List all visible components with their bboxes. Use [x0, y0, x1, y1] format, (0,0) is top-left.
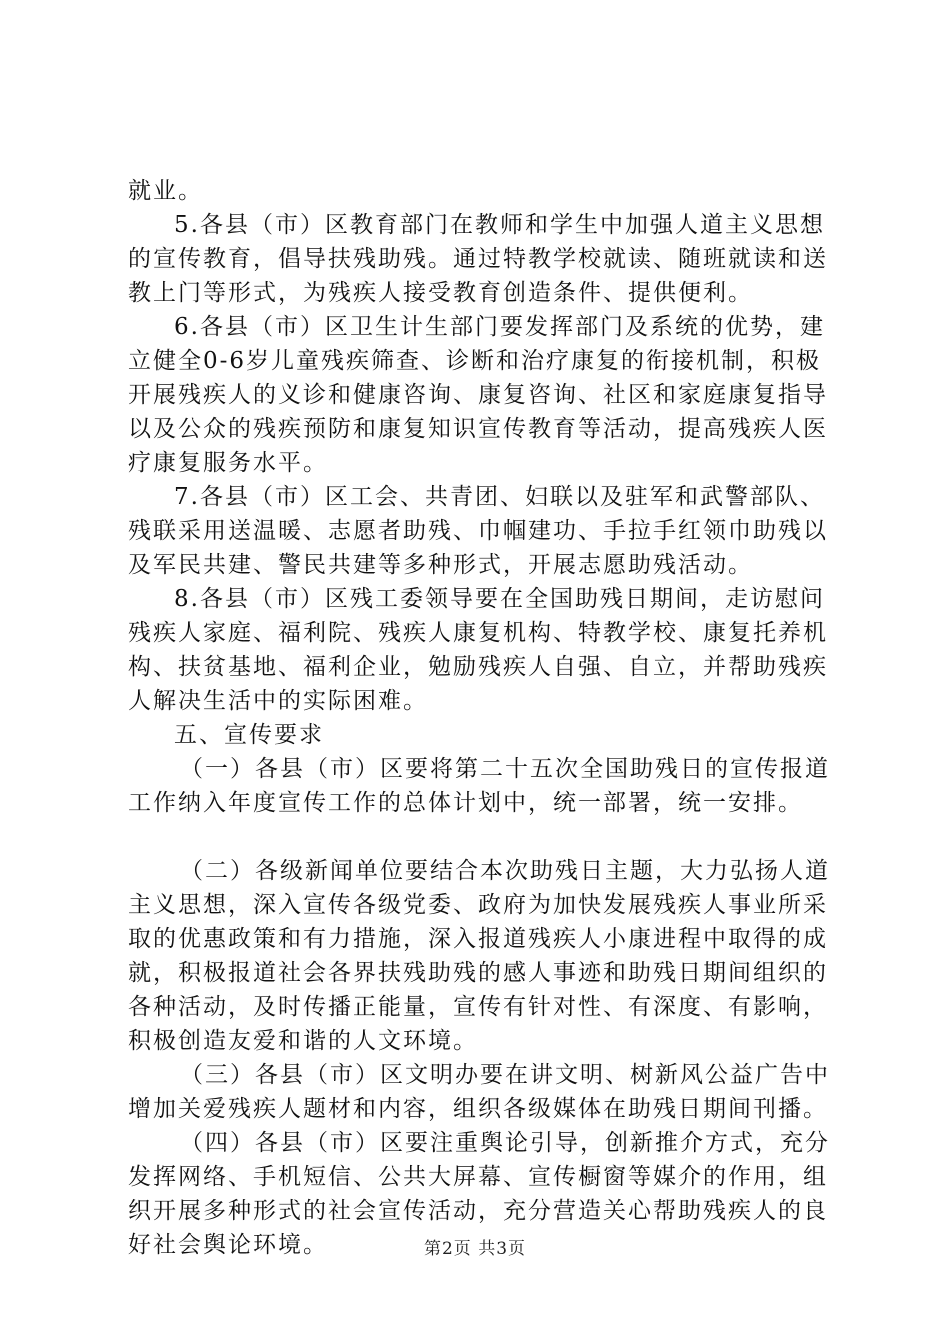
paragraph-employment-tail: 就业。: [128, 178, 203, 204]
paragraph-publicity-3: （三）各县（市）区文明办要在讲文明、树新风公益广告中增加关爱残疾人题材和内容，组织各级媒体在助残日期间刊播。: [128, 1062, 830, 1122]
paragraph-item-8-visit: 8.各县（市）区残工委领导要在全国助残日期间，走访慰问残疾人家庭、福利院、残疾人康复机构、特教学校、康复托养机构、扶贫基地、福利企业，勉励残疾人自强、自立，并帮助残疾人解决生活中的实际困难。: [128, 586, 828, 714]
paragraph-item-7-volunteer: 7.各县（市）区工会、共青团、妇联以及驻军和武警部队、残联采用送温暖、志愿者助残、巾帼建功、手拉手红领巾助残以及军民共建、警民共建等多种形式，开展志愿助残活动。: [128, 484, 828, 578]
section-heading-publicity: 五、宣传要求: [174, 722, 324, 748]
paragraph-publicity-1: （一）各县（市）区要将第二十五次全国助残日的宣传报道工作纳入年度宣传工作的总体计划中，统一部署，统一安排。: [128, 756, 830, 816]
page-footer: 第2页 共3页: [423, 1239, 527, 1259]
paragraph-publicity-4: （四）各县（市）区要注重舆论引导，创新推介方式，充分发挥网络、手机短信、公共大屏幕、宣传橱窗等媒介的作用，组织开展多种形式的社会宣传活动，充分营造关心帮助残疾人的良好社会舆论环境。: [128, 1130, 830, 1258]
document-body: [128, 174, 840, 1262]
paragraph-item-6-health: 6.各县（市）区卫生计生部门要发挥部门及系统的优势，建立健全0-6岁儿童残疾筛查、诊断和治疗康复的衔接机制，积极开展残疾人的义诊和健康咨询、康复咨询、社区和家庭康复指导以及公众的残疾预防和康复知识宣传教育等活动，提高残疾人医疗康复服务水平。: [128, 314, 828, 476]
paragraph-item-5-education: 5.各县（市）区教育部门在教师和学生中加强人道主义思想的宣传教育，倡导扶残助残。通过特教学校就读、随班就读和送教上门等形式，为残疾人接受教育创造条件、提供便利。: [128, 212, 828, 306]
paragraph-publicity-2: （二）各级新闻单位要结合本次助残日主题，大力弘扬人道主义思想，深入宣传各级党委、政府为加快发展残疾人事业所采取的优惠政策和有力措施，深入报道残疾人小康进程中取得的成就，积极报道社会各界扶残助残的感人事迹和助残日期间组织的各种活动，及时传播正能量，宣传有针对性、有深度、有影响，积极创造友爱和谐的人文环境。: [128, 858, 830, 1054]
